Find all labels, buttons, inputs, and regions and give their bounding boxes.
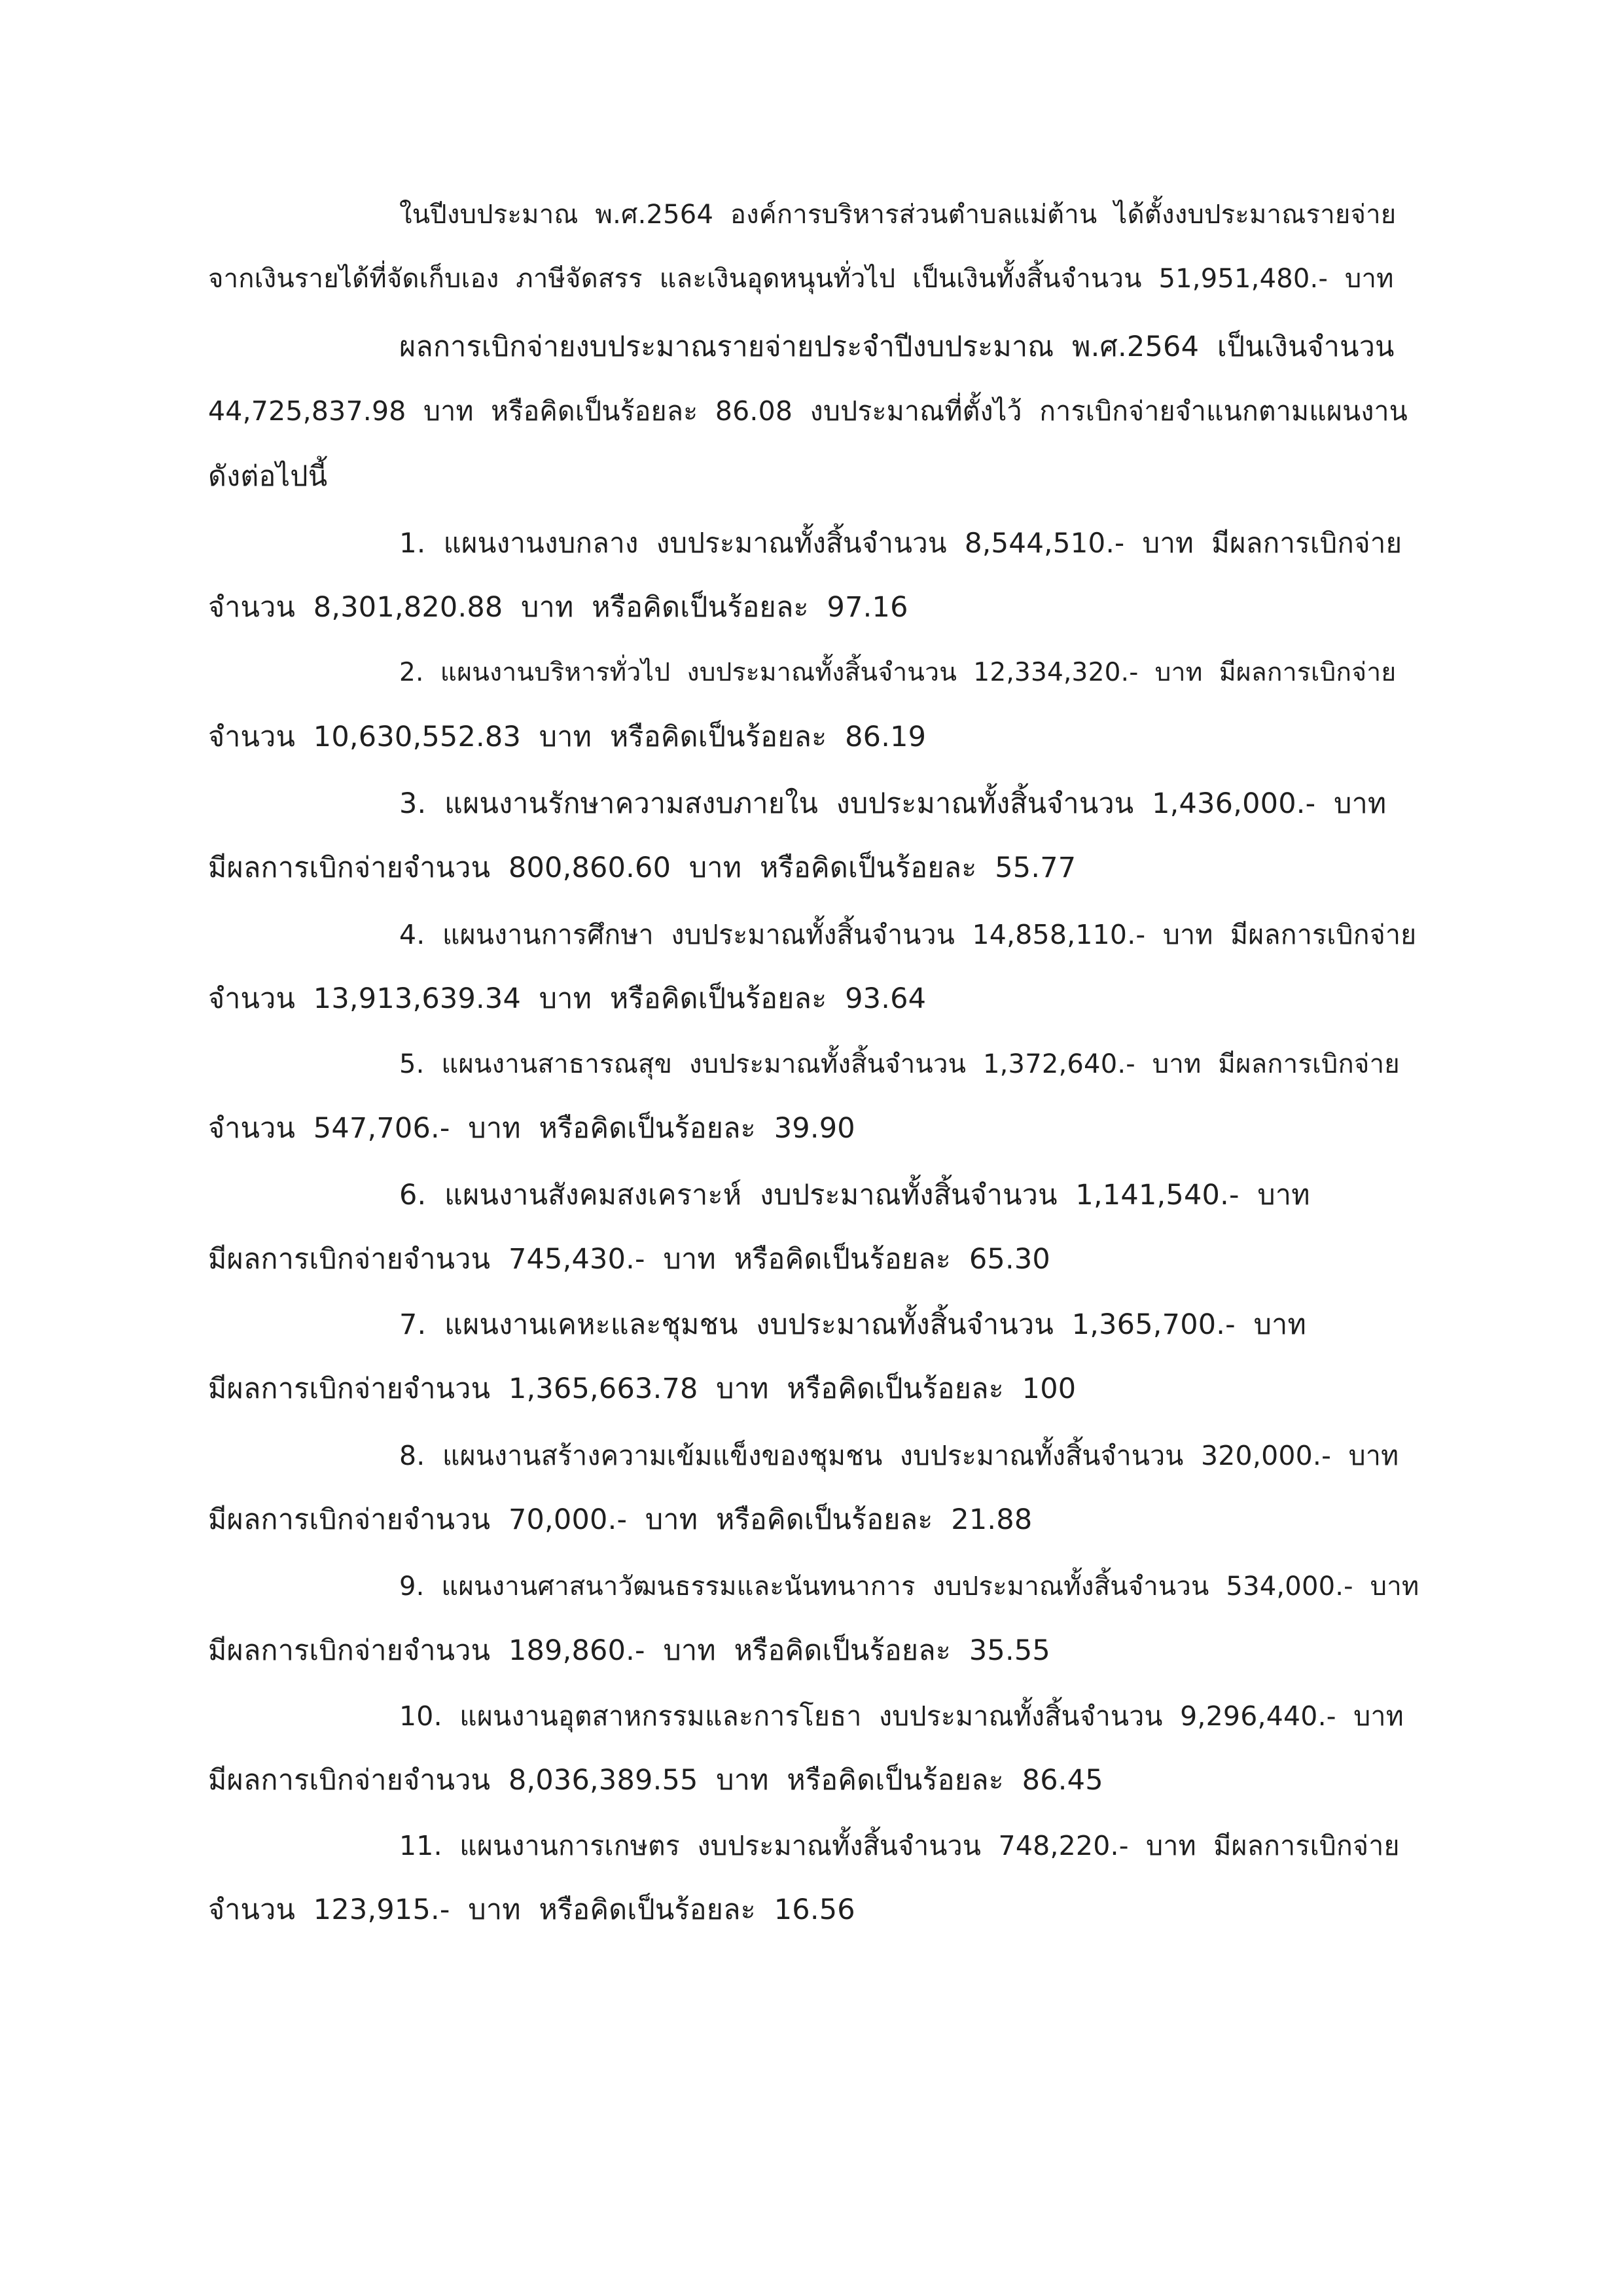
plan-5-line-2: จำนวน 547,706.- บาท หรือคิดเป็นร้อยละ 39.90 xyxy=(208,1112,855,1145)
plan-9-line-1: 9. แผนงานศาสนาวัฒนธรรมและนันทนาการ งบประมาณทั้งสิ้นจำนวน 534,000.- บาท xyxy=(399,1571,1419,1602)
intro-line-1: ในปีงบประมาณ พ.ศ.2564 องค์การบริหารส่วนตำบลแม่ต้าน ได้ตั้งงบประมาณรายจ่าย xyxy=(399,200,1397,230)
plan-11-line-1: 11. แผนงานการเกษตร งบประมาณทั้งสิ้นจำนวน 748,220.- บาท มีผลการเบิกจ่าย xyxy=(399,1830,1400,1861)
plan-2-line-1: 2. แผนงานบริหารทั่วไป งบประมาณทั้งสิ้นจำนวน 12,334,320.- บาท มีผลการเบิกจ่าย xyxy=(399,658,1397,687)
plan-3-line-2: มีผลการเบิกจ่ายจำนวน 800,860.60 บาท หรือคิดเป็นร้อยละ 55.77 xyxy=(208,852,1077,884)
summary-line-2: 44,725,837.98 บาท หรือคิดเป็นร้อยละ 86.08 งบประมาณที่ตั้งไว้ การเบิกจ่ายจำแนกตามแผนงาน xyxy=(208,395,1408,427)
intro-line-2: จากเงินรายได้ที่จัดเก็บเอง ภาษีจัดสรร และเงินอุดหนุนทั่วไป เป็นเงินทั้งสิ้นจำนวน 51,951,480.- บาท xyxy=(208,264,1394,294)
plan-11-line-2: จำนวน 123,915.- บาท หรือคิดเป็นร้อยละ 16.56 xyxy=(208,1893,855,1926)
plan-6-line-2: มีผลการเบิกจ่ายจำนวน 745,430.- บาท หรือคิดเป็นร้อยละ 65.30 xyxy=(208,1243,1050,1276)
plan-4-line-1: 4. แผนงานการศึกษา งบประมาณทั้งสิ้นจำนวน 14,858,110.- บาท มีผลการเบิกจ่าย xyxy=(399,919,1417,950)
plan-1-line-1: 1. แผนงานงบกลาง งบประมาณทั้งสิ้นจำนวน 8,544,510.- บาท มีผลการเบิกจ่าย xyxy=(399,527,1402,559)
summary-line-3: ดังต่อไปนี้ xyxy=(208,460,328,493)
plan-6-line-1: 6. แผนงานสังคมสงเคราะห์ งบประมาณทั้งสิ้นจำนวน 1,141,540.- บาท xyxy=(399,1179,1310,1211)
plan-9-line-2: มีผลการเบิกจ่ายจำนวน 189,860.- บาท หรือคิดเป็นร้อยละ 35.55 xyxy=(208,1634,1050,1667)
plan-4-line-2: จำนวน 13,913,639.34 บาท หรือคิดเป็นร้อยละ 93.64 xyxy=(208,982,927,1015)
plan-2-line-2: จำนวน 10,630,552.83 บาท หรือคิดเป็นร้อยละ 86.19 xyxy=(208,721,927,753)
plan-1-line-2: จำนวน 8,301,820.88 บาท หรือคิดเป็นร้อยละ 97.16 xyxy=(208,591,908,624)
plan-8-line-2: มีผลการเบิกจ่ายจำนวน 70,000.- บาท หรือคิดเป็นร้อยละ 21.88 xyxy=(208,1503,1033,1536)
plan-5-line-1: 5. แผนงานสาธารณสุข งบประมาณทั้งสิ้นจำนวน 1,372,640.- บาท มีผลการเบิกจ่าย xyxy=(399,1049,1400,1079)
summary-line-1: ผลการเบิกจ่ายงบประมาณรายจ่ายประจำปีงบประมาณ พ.ศ.2564 เป็นเงินจำนวน xyxy=(399,331,1395,363)
plan-10-line-1: 10. แผนงานอุตสาหกรรมและการโยธา งบประมาณทั้งสิ้นจำนวน 9,296,440.- บาท xyxy=(399,1700,1404,1732)
plan-7-line-2: มีผลการเบิกจ่ายจำนวน 1,365,663.78 บาท หรือคิดเป็นร้อยละ 100 xyxy=(208,1372,1077,1405)
plan-10-line-2: มีผลการเบิกจ่ายจำนวน 8,036,389.55 บาท หรือคิดเป็นร้อยละ 86.45 xyxy=(208,1764,1103,1797)
plan-7-line-1: 7. แผนงานเคหะและชุมชน งบประมาณทั้งสิ้นจำนวน 1,365,700.- บาท xyxy=(399,1308,1307,1341)
plan-8-line-1: 8. แผนงานสร้างความเข้มแข็งของชุมชน งบประมาณทั้งสิ้นจำนวน 320,000.- บาท xyxy=(399,1440,1399,1471)
plan-3-line-1: 3. แผนงานรักษาความสงบภายใน งบประมาณทั้งสิ้นจำนวน 1,436,000.- บาท xyxy=(399,787,1387,820)
